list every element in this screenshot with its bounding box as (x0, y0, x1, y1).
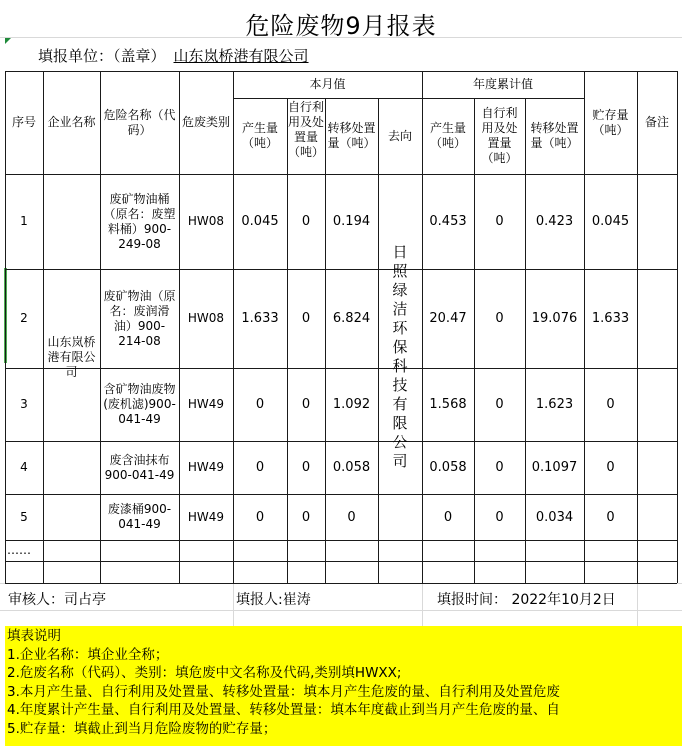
ellipsis-cell: …… (7, 543, 31, 557)
row-1-m-produced: 0.045 (241, 214, 279, 229)
row-4-m-self: 0 (301, 460, 311, 475)
header-annual-produced: 产生量（吨） (429, 121, 466, 150)
row-1-y-produced: 0.453 (429, 214, 467, 229)
filler: 填报人:崔涛 (236, 592, 311, 608)
row-2-y-self: 0 (495, 311, 504, 326)
row-3-storage: 0 (606, 397, 615, 412)
row-3-y-produced: 1.568 (429, 397, 467, 412)
header-destination: 去向 (387, 128, 412, 143)
header-monthly-produced: 产生量（吨） (241, 121, 278, 150)
row-2-y-transfer: 19.076 (531, 311, 578, 326)
row-2-name: 废矿物油（原名：废润滑油）900-214-08 (103, 288, 176, 348)
row-3-m-transfer: 1.092 (332, 397, 371, 412)
note-item: 5.贮存量：填截止到当月危险废物的贮存量； (7, 720, 277, 737)
row-1-storage: 0.045 (591, 214, 630, 229)
row-2-seq: 2 (20, 311, 28, 325)
company-name-cell: 山东岚桥港有限公司 (47, 334, 96, 379)
row-1-seq: 1 (20, 214, 28, 228)
row-3-category: HW49 (187, 397, 225, 411)
notes-panel (5, 626, 682, 746)
row-1-name: 废矿物油桶（原名：废塑料桶）900-249-08 (103, 191, 176, 251)
header-monthly-group: 本月值 (309, 77, 346, 91)
row-5-seq: 5 (20, 509, 28, 524)
row-5-y-transfer: 0.034 (535, 509, 574, 525)
note-item: 1.企业名称：填企业全称； (7, 646, 169, 663)
header-waste-category: 危废类别 (181, 115, 230, 129)
row-3-y-transfer: 1.623 (535, 397, 574, 412)
row-5-y-self: 0 (495, 509, 504, 525)
row-3-m-produced: 0 (255, 397, 265, 412)
row-5-category: HW49 (187, 509, 225, 524)
notes-title: 填表说明 (7, 628, 61, 644)
row-2-category: HW08 (187, 311, 225, 325)
header-seq: 序号 (11, 115, 36, 129)
row-4-m-produced: 0 (255, 460, 265, 475)
row-5-m-produced: 0 (255, 509, 265, 525)
row-1-y-transfer: 0.423 (535, 214, 574, 229)
row-4-name: 废含油抹布900-041-49 (104, 452, 175, 482)
gridline (422, 583, 423, 626)
fill-unit-line (38, 45, 309, 66)
row-4-y-self: 0 (495, 460, 504, 475)
row-1-category: HW08 (187, 214, 225, 228)
header-annual-self-use: 自行利用及处置量（吨） (481, 106, 518, 165)
row-2-m-produced: 1.633 (241, 311, 279, 326)
gridline (637, 583, 638, 626)
fill-date: 填报时间： 2022年10月2日 (437, 592, 616, 608)
row-5-name: 废漆桶900-041-49 (107, 502, 172, 531)
destination-cell: 日照绿洁环保科技有限公司 (392, 243, 408, 470)
row-5-storage: 0 (606, 509, 615, 525)
row-4-remark (637, 441, 677, 494)
header-monthly-transfer: 转移处置量（吨） (327, 121, 376, 150)
note-item: 2.危废名称（代码）、类别：填危废中文名称及代码,类别填HWXX; (7, 665, 402, 681)
reviewer: 审核人：司占亭 (8, 592, 106, 608)
row-3-remark (637, 368, 677, 441)
row-5-m-transfer: 0 (347, 509, 356, 525)
row-2-storage: 1.633 (591, 311, 630, 326)
row-2-y-produced: 20.47 (429, 311, 467, 326)
row-2-m-transfer: 6.824 (332, 311, 371, 326)
header-annual-group: 年度累计值 (472, 77, 533, 91)
row-1-y-self: 0 (495, 214, 504, 229)
row-4-storage: 0 (606, 460, 615, 475)
row-3-seq: 3 (20, 397, 28, 411)
row-1-remark (637, 174, 677, 269)
row-4-y-produced: 0.058 (429, 460, 467, 475)
row-4-category: HW49 (187, 460, 225, 474)
header-waste-name: 危险名称（代码） (103, 107, 176, 137)
header-storage: 贮存量（吨） (592, 107, 629, 137)
header-monthly-self-use: 自行利用及处置量（吨） (288, 100, 325, 159)
gridline (233, 583, 234, 626)
row-5-remark (637, 494, 677, 540)
gridline (0, 610, 682, 611)
row-2-m-self: 0 (301, 311, 311, 326)
row-2-remark (637, 269, 677, 368)
fill-unit-value: 山东岚桥港有限公司 (173, 47, 309, 65)
fill-unit-label: 填报单位：（盖章） (38, 47, 166, 65)
row-1-m-self: 0 (301, 214, 311, 229)
row-1-m-transfer: 0.194 (332, 214, 371, 229)
report-title: 危险废物9月报表 (245, 12, 437, 40)
row-5-y-produced: 0 (443, 509, 453, 525)
row-4-seq: 4 (20, 460, 28, 474)
row-4-m-transfer: 0.058 (332, 460, 371, 475)
row-3-m-self: 0 (301, 397, 311, 412)
header-annual-transfer: 转移处置量（吨） (530, 121, 579, 150)
header-remarks: 备注 (644, 115, 669, 129)
header-company: 企业名称 (47, 115, 96, 129)
note-item: 4.年度累计产生量、自行利用及处置量、转移处置量：填本年度截止到当月产生危废的量、自 (7, 702, 560, 718)
note-item: 3.本月产生量、自行利用及处置量、转移处置量：填本月产生危废的量、自行利用及处置危废 (7, 683, 560, 700)
row-4-y-transfer: 0.1097 (531, 460, 578, 475)
row-5-m-self: 0 (301, 509, 311, 525)
row-3-y-self: 0 (495, 397, 504, 412)
row-3-name: 含矿物油废物(废机滤)900-041-49 (103, 382, 176, 426)
